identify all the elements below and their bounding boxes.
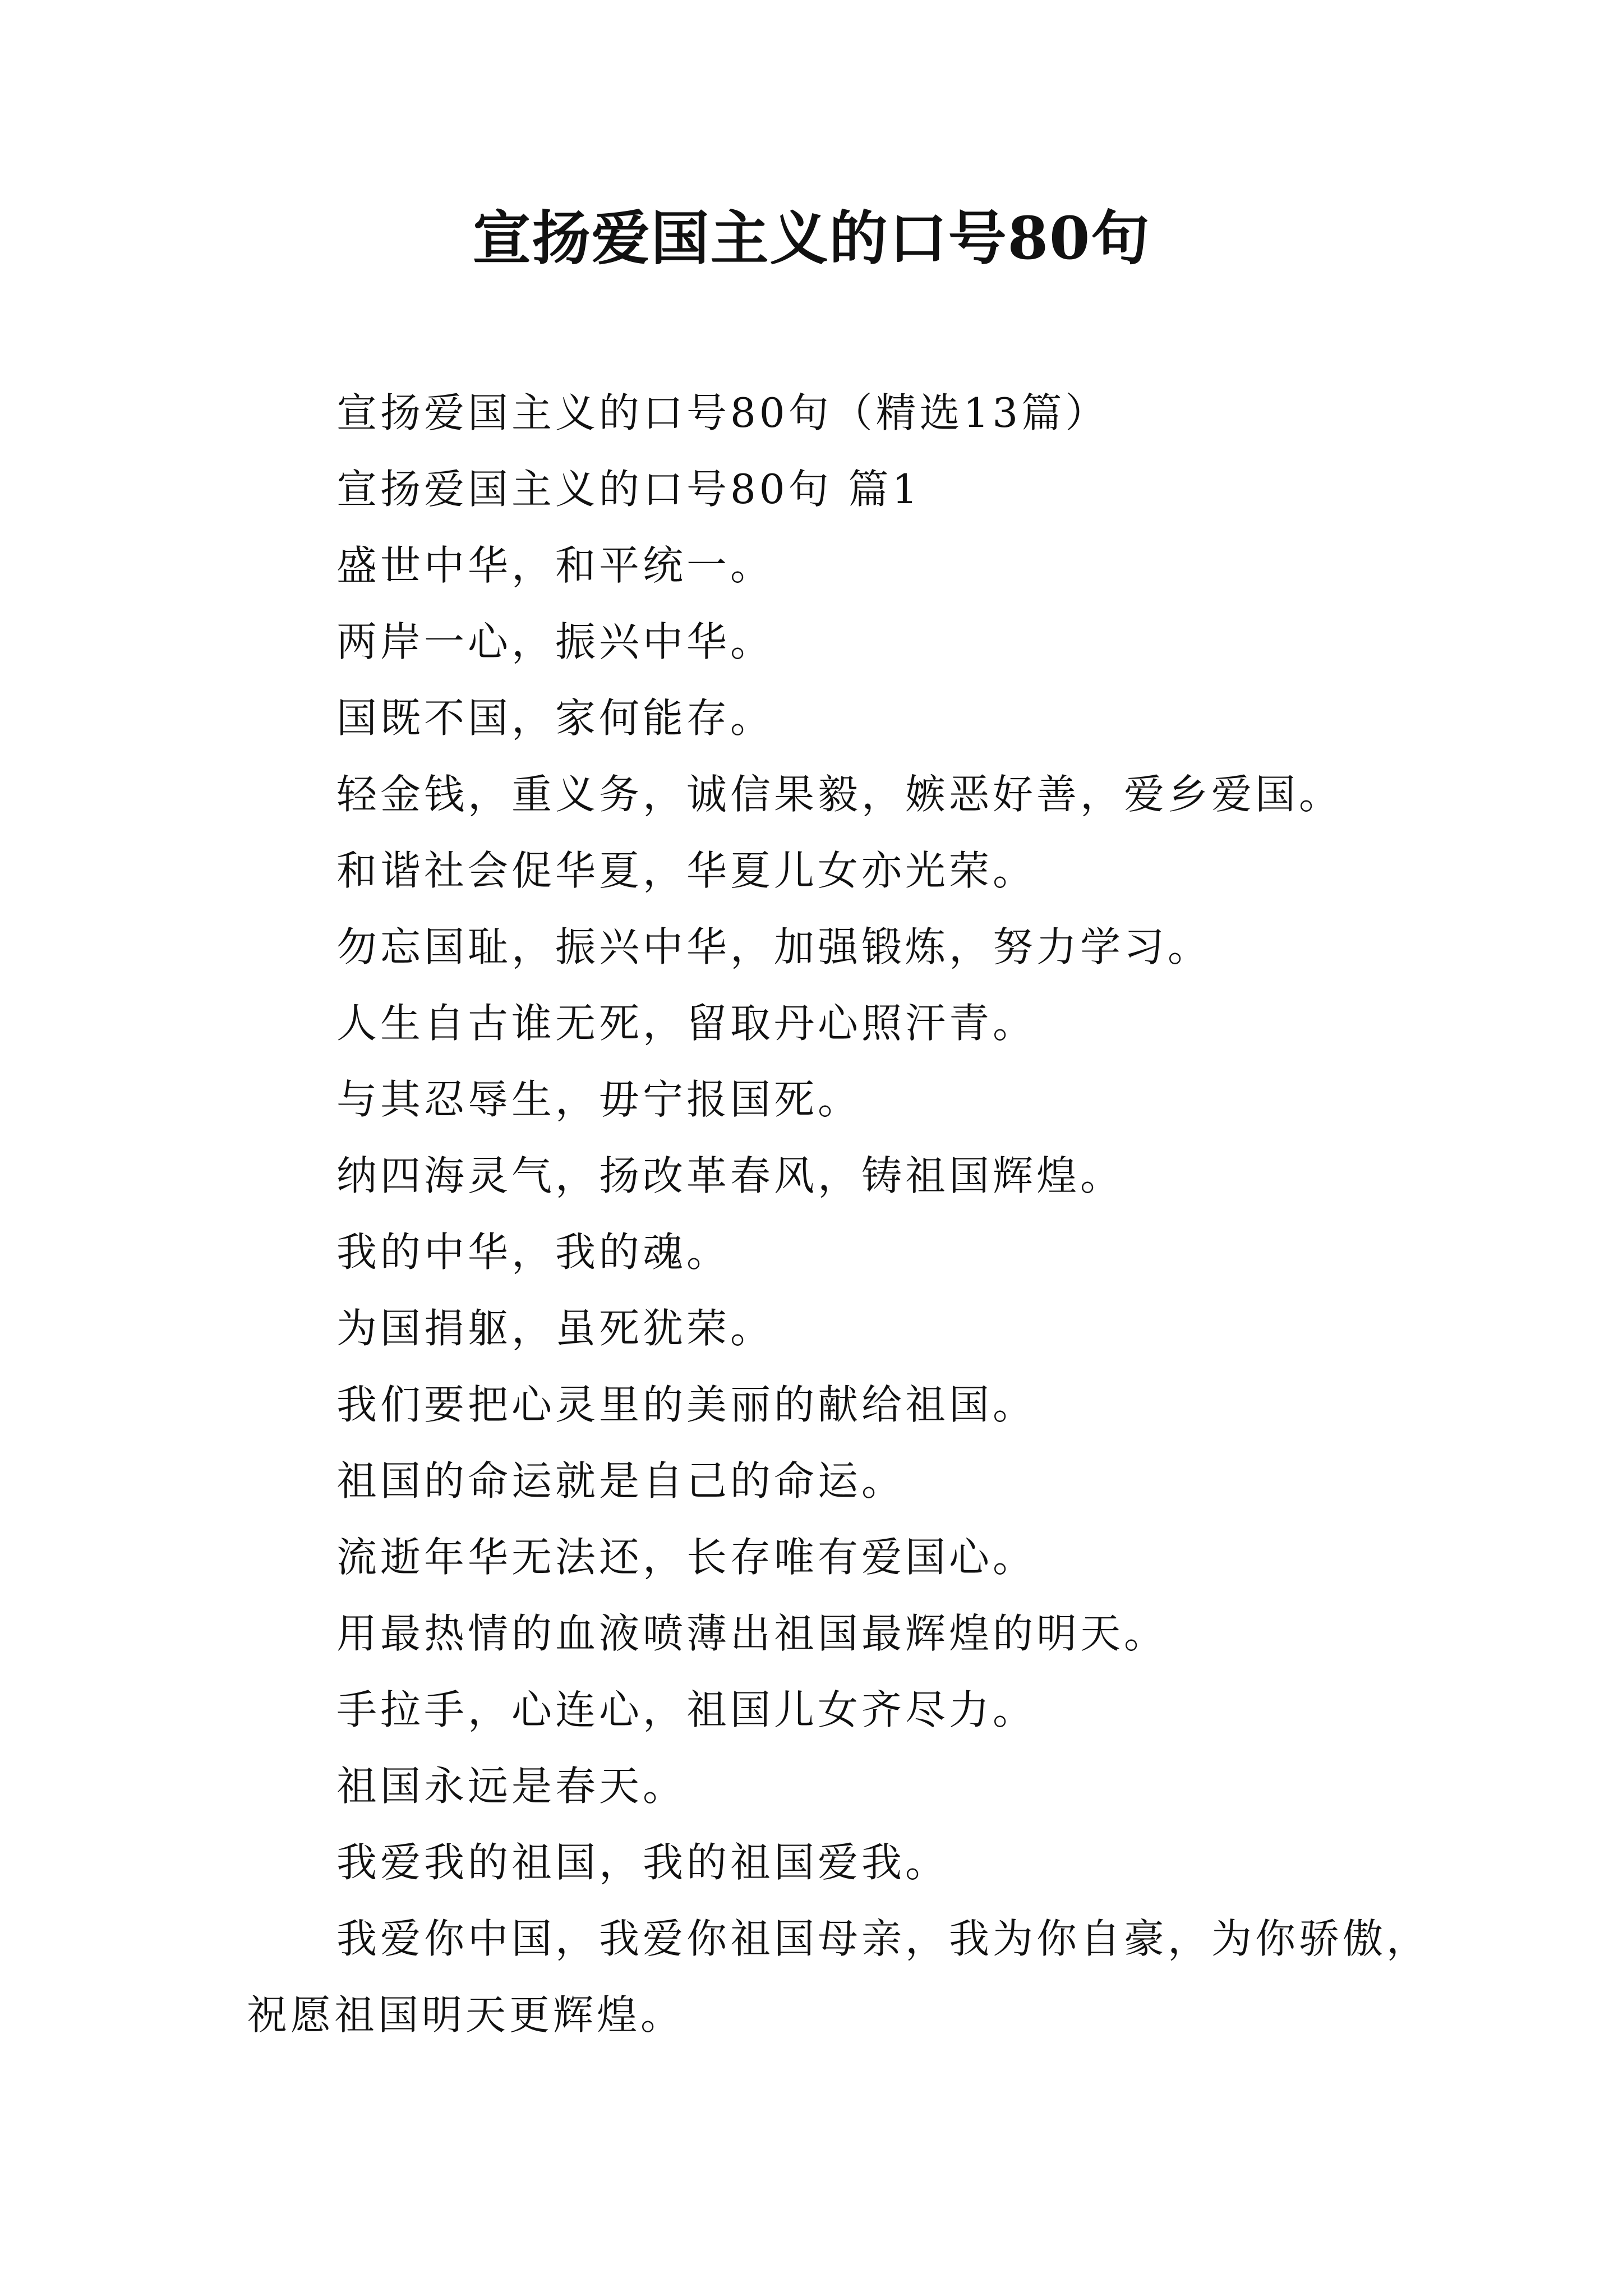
paragraph: 国既不国，家何能存。 xyxy=(336,694,774,742)
paragraph: 流逝年华无法还，长存唯有爱国心。 xyxy=(336,1534,1037,1581)
paragraph: 用最热情的血液喷薄出祖国最辉煌的明天。 xyxy=(336,1610,1168,1657)
paragraph: 轻金钱，重义务，诚信果毅，嫉恶好善，爱乡爱国。 xyxy=(336,771,1343,818)
paragraph-section-heading: 宣扬爱国主义的口号80句 篇1 xyxy=(336,466,921,513)
paragraph: 为国捐躯，虽死犹荣。 xyxy=(336,1305,774,1352)
paragraph: 我们要把心灵里的美丽的献给祖国。 xyxy=(336,1381,1037,1428)
paragraph: 纳四海灵气，扬改革春风，铸祖国辉煌。 xyxy=(336,1152,1124,1199)
paragraph: 我爱我的祖国，我的祖国爱我。 xyxy=(336,1839,949,1886)
paragraph: 手拉手，心连心，祖国儿女齐尽力。 xyxy=(336,1686,1037,1733)
paragraph: 我的中华，我的魂。 xyxy=(336,1228,731,1276)
paragraph: 盛世中华，和平统一。 xyxy=(336,542,774,589)
document-title: 宣扬爱国主义的口号80句 xyxy=(472,204,1151,273)
paragraph: 和谐社会促华夏，华夏儿女亦光荣。 xyxy=(336,847,1037,894)
paragraph: 祖国永远是春天。 xyxy=(336,1763,687,1810)
paragraph-subtitle: 宣扬爱国主义的口号80句（精选13篇） xyxy=(336,389,1109,436)
paragraph: 人生自古谁无死，留取丹心照汗青。 xyxy=(336,1000,1037,1047)
paragraph: 与其忍辱生，毋宁报国死。 xyxy=(336,1076,862,1123)
paragraph: 我爱你中国，我爱你祖国母亲，我为你自豪，为你骄傲，祝愿祖国明天更辉煌。 xyxy=(247,1915,1431,2039)
paragraph: 祖国的命运就是自己的命运。 xyxy=(336,1457,906,1504)
paragraph: 勿忘国耻，振兴中华，加强锻炼，努力学习。 xyxy=(336,923,1212,970)
document-body xyxy=(247,375,1436,2053)
paragraph: 两岸一心，振兴中华。 xyxy=(336,618,774,665)
